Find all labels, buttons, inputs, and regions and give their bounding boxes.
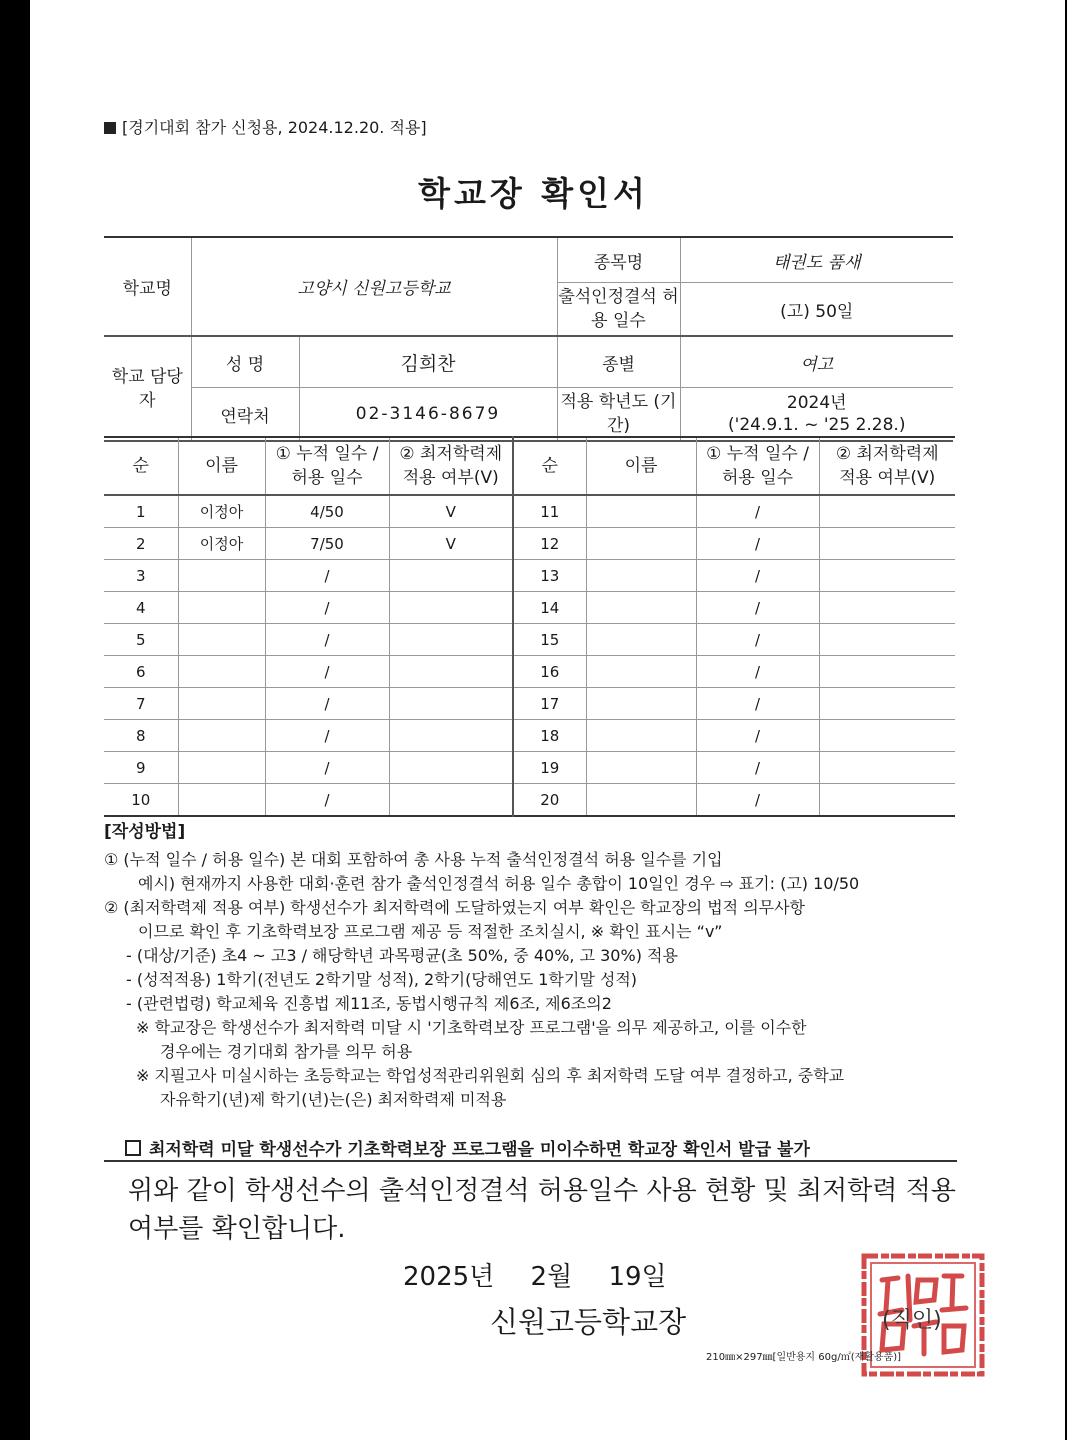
col-min-line1: ② 최저학력제 xyxy=(399,444,503,464)
stamp-label: (직인) xyxy=(882,1308,942,1333)
cell-days: / xyxy=(696,656,819,688)
instruction-line: 자유학기(년)제 학기(년)는(은) 최저학력제 미적용 xyxy=(160,1090,507,1109)
manager-label: 학교 담당자 xyxy=(104,336,191,441)
school-label: 학교명 xyxy=(104,237,191,336)
cell-days: / xyxy=(265,720,389,752)
cell-min xyxy=(819,560,955,592)
cell-name: 이정아 xyxy=(178,495,265,528)
table-row xyxy=(104,560,955,592)
col-min-line2: 적용 여부(V) xyxy=(839,468,936,488)
cell-days: / xyxy=(265,560,389,592)
issue-date: 2025년 2월 19일 xyxy=(403,1262,667,1292)
cell-no: 19 xyxy=(513,752,586,784)
category-value: 여고 xyxy=(680,336,953,388)
cell-no: 7 xyxy=(104,688,178,720)
col-min-right xyxy=(819,437,955,495)
cell-no: 10 xyxy=(104,784,178,817)
cell-min xyxy=(819,656,955,688)
instruction-line: ※ 지필고사 미실시하는 초등학교는 학업성적관리위원회 심의 후 최저학력 도달 여부 결정하고, 중학교 xyxy=(136,1066,845,1085)
cell-name xyxy=(586,784,696,817)
cell-no: 15 xyxy=(513,624,586,656)
cell-min: V xyxy=(389,495,513,528)
contact-value: 02-3146-8679 xyxy=(299,388,557,442)
instruction-line: ② (최저학력제 적용 여부) 학생선수가 최저학력에 도달하였는지 여부 확인은 학교장의 법적 의무사항 xyxy=(104,898,806,917)
cell-name xyxy=(586,656,696,688)
cell-no: 5 xyxy=(104,624,178,656)
cell-min xyxy=(819,495,955,528)
notice-text: 최저학력 미달 학생선수가 기초학력보장 프로그램을 미이수하면 학교장 확인서 발급 불가 xyxy=(149,1140,810,1160)
school-name: 고양시 신원고등학교 xyxy=(191,237,557,336)
table-row xyxy=(104,592,955,624)
cell-name xyxy=(178,720,265,752)
col-days-left xyxy=(265,437,389,495)
cell-no: 18 xyxy=(513,720,586,752)
info-table xyxy=(104,236,953,442)
cell-min xyxy=(389,688,513,720)
cell-no: 16 xyxy=(513,656,586,688)
cell-days: / xyxy=(696,624,819,656)
instruction-line: 경우에는 경기대회 참가를 의무 허용 xyxy=(160,1042,413,1061)
cell-no: 4 xyxy=(104,592,178,624)
category-label: 종별 xyxy=(557,336,680,388)
divider xyxy=(104,1160,957,1162)
col-min-line1: ② 최저학력제 xyxy=(835,444,939,464)
col-min-line2: 적용 여부(V) xyxy=(402,468,499,488)
cell-min xyxy=(389,784,513,817)
cell-no: 20 xyxy=(513,784,586,817)
cell-name xyxy=(178,560,265,592)
cell-days: / xyxy=(265,688,389,720)
period-value: ('24.9.1. ~ '25 2.28.) xyxy=(728,415,906,435)
instruction-line: 이므로 확인 후 기초학력보장 프로그램 제공 등 적절한 조치실시, ※ 확인 표시는 “v” xyxy=(138,922,723,941)
table-row xyxy=(104,720,955,752)
cell-min xyxy=(819,784,955,817)
cell-name xyxy=(586,624,696,656)
col-no-left: 순 xyxy=(104,437,178,495)
form-usage-note xyxy=(104,115,427,138)
cell-no: 13 xyxy=(513,560,586,592)
table-row xyxy=(104,752,955,784)
cell-no: 17 xyxy=(513,688,586,720)
cell-name xyxy=(586,592,696,624)
col-min-left xyxy=(389,437,513,495)
cell-min xyxy=(389,720,513,752)
cell-min: V xyxy=(389,528,513,560)
cell-days: / xyxy=(696,784,819,817)
principal-signature: 신원고등학교장 xyxy=(490,1305,687,1339)
col-no-right: 순 xyxy=(513,437,586,495)
col-days-line2: 허용 일수 xyxy=(721,468,794,488)
cell-no: 8 xyxy=(104,720,178,752)
form-usage-note-text: [경기대회 참가 신청용, 2024.12.20. 적용] xyxy=(122,118,427,137)
cell-name xyxy=(178,784,265,817)
cell-name xyxy=(178,688,265,720)
cell-no: 9 xyxy=(104,752,178,784)
instruction-line: - (성적적용) 1학기(전년도 2학기말 성적), 2학기(당해연도 1학기말 성적) xyxy=(126,970,638,989)
table-row xyxy=(104,495,955,528)
cell-min xyxy=(389,560,513,592)
table-row xyxy=(104,688,955,720)
table-row xyxy=(104,784,955,817)
allow-days-label: 출석인정결석 허용 일수 xyxy=(557,283,680,337)
cell-no: 2 xyxy=(104,528,178,560)
year-cell xyxy=(680,388,953,442)
instructions-heading: [작성방법] xyxy=(104,822,186,842)
cell-no: 11 xyxy=(513,495,586,528)
cell-name xyxy=(178,592,265,624)
cell-min xyxy=(819,624,955,656)
cell-days: / xyxy=(265,784,389,817)
instruction-line: ① (누적 일수 / 허용 일수) 본 대회 포함하여 총 사용 누적 출석인정결석 허용 일수를 기입 xyxy=(104,850,723,869)
col-name-left: 이름 xyxy=(178,437,265,495)
student-table xyxy=(104,436,955,817)
cell-days: / xyxy=(265,656,389,688)
col-days-line2: 허용 일수 xyxy=(291,468,363,488)
instruction-line: ※ 학교장은 학생선수가 최저학력 미달 시 '기초학력보장 프로그램'을 의무 제공하고, 이를 이수한 xyxy=(136,1018,807,1037)
cell-days: / xyxy=(696,688,819,720)
table-row xyxy=(104,656,955,688)
cell-name xyxy=(178,752,265,784)
bullet-square-icon xyxy=(104,122,116,134)
cell-no: 14 xyxy=(513,592,586,624)
name-label: 성 명 xyxy=(191,336,299,388)
cell-days: / xyxy=(696,495,819,528)
cell-min xyxy=(819,528,955,560)
allow-days-value: (고) 50일 xyxy=(680,283,953,337)
cell-days: / xyxy=(265,592,389,624)
event-value: 태권도 품새 xyxy=(680,237,953,283)
cell-no: 12 xyxy=(513,528,586,560)
cell-days: / xyxy=(696,720,819,752)
confirmation-text: 위와 같이 학생선수의 출석인정결석 허용일수 사용 현황 및 최저학력 적용 여부를 확인합니다. xyxy=(128,1176,956,1244)
cell-name xyxy=(586,495,696,528)
cell-name: 이정아 xyxy=(178,528,265,560)
cell-no: 1 xyxy=(104,495,178,528)
col-days-line1: ① 누적 일수 / xyxy=(706,444,809,464)
instruction-line: - (대상/기준) 초4 ~ 고3 / 해당학년 과목평균(초 50%, 중 40%, 고 30%) 적용 xyxy=(126,946,678,965)
cell-min xyxy=(389,592,513,624)
cell-name xyxy=(178,656,265,688)
cell-min xyxy=(389,752,513,784)
cell-name xyxy=(586,720,696,752)
writing-instructions xyxy=(104,820,964,1112)
col-days-right xyxy=(696,437,819,495)
cell-min xyxy=(389,624,513,656)
issuance-notice xyxy=(125,1135,810,1160)
cell-no: 6 xyxy=(104,656,178,688)
cell-days: / xyxy=(696,752,819,784)
event-label: 종목명 xyxy=(557,237,680,283)
cell-min xyxy=(819,592,955,624)
cell-days: / xyxy=(265,624,389,656)
cell-min xyxy=(819,752,955,784)
name-value: 김희찬 xyxy=(299,336,557,388)
contact-label: 연락처 xyxy=(191,388,299,442)
cell-min xyxy=(819,688,955,720)
cell-days: 7/50 xyxy=(265,528,389,560)
cell-days: / xyxy=(696,528,819,560)
table-row xyxy=(104,528,955,560)
cell-min xyxy=(389,656,513,688)
year-value: 2024년 xyxy=(786,393,847,413)
cell-name xyxy=(178,624,265,656)
page-title: 학교장 확인서 xyxy=(418,174,649,213)
col-days-line1: ① 누적 일수 / xyxy=(275,444,379,464)
cell-name xyxy=(586,752,696,784)
table-header-row xyxy=(104,437,955,495)
cell-no: 3 xyxy=(104,560,178,592)
table-row xyxy=(104,624,955,656)
cell-name xyxy=(586,688,696,720)
cell-days: / xyxy=(696,592,819,624)
cell-days: 4/50 xyxy=(265,495,389,528)
cell-min xyxy=(819,720,955,752)
year-label: 적용 학년도 (기간) xyxy=(557,388,680,442)
cell-name xyxy=(586,560,696,592)
cell-days: / xyxy=(696,560,819,592)
instruction-line: 예시) 현재까지 사용한 대회·훈련 참가 출석인정결석 허용 일수 총합이 10일인 경우 ⇨ 표기: (고) 10/50 xyxy=(138,874,860,893)
instruction-line: - (관련법령) 학교체육 진흥법 제11조, 동법시행규칙 제6조, 제6조의2 xyxy=(126,994,612,1013)
cell-days: / xyxy=(265,752,389,784)
cell-name xyxy=(586,528,696,560)
paper-spec: 210㎜×297㎜[일반용지 60g/㎡(재활용품)] xyxy=(706,1352,902,1363)
checkbox-bullet-icon xyxy=(125,1140,141,1156)
col-name-right: 이름 xyxy=(586,437,696,495)
